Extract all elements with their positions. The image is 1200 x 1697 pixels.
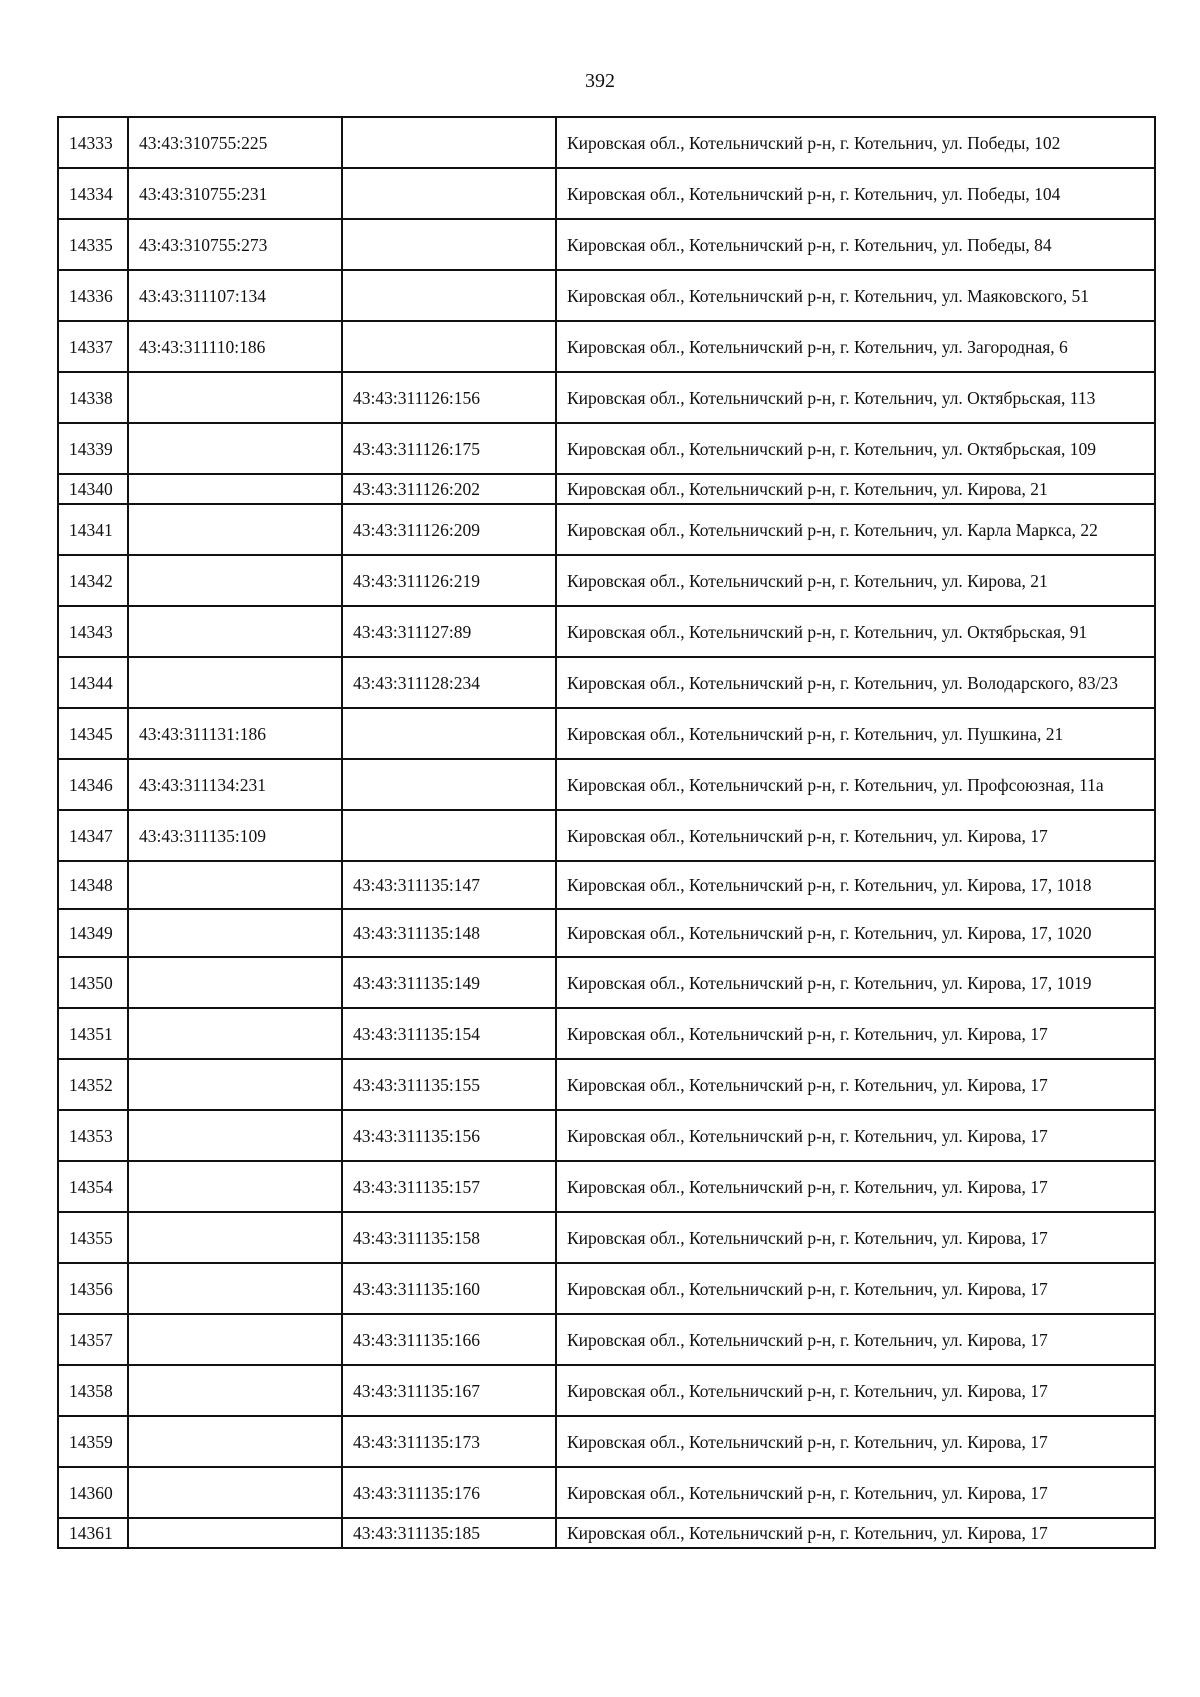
cell-cadastral-number-a	[128, 1059, 342, 1110]
cell-cadastral-number-a	[128, 423, 342, 474]
cell-cadastral-number-a	[128, 1008, 342, 1059]
cell-row-number: 14345	[58, 708, 128, 759]
table-row	[58, 504, 1155, 555]
table-row	[58, 1518, 1155, 1548]
cell-address: Кировская обл., Котельничский р-н, г. Котельнич, ул. Кирова, 17	[556, 1518, 1155, 1548]
cell-row-number: 14353	[58, 1110, 128, 1161]
cell-cadastral-number-a: 43:43:311110:186	[128, 321, 342, 372]
cell-cadastral-number-b	[342, 810, 556, 861]
cell-cadastral-number-b	[342, 321, 556, 372]
cell-address: Кировская обл., Котельничский р-н, г. Котельнич, ул. Кирова, 17	[556, 1008, 1155, 1059]
cell-row-number: 14343	[58, 606, 128, 657]
table-row	[58, 957, 1155, 1008]
cell-cadastral-number-a: 43:43:311135:109	[128, 810, 342, 861]
table-row	[58, 861, 1155, 909]
cell-row-number: 14360	[58, 1467, 128, 1518]
cell-cadastral-number-a: 43:43:310755:225	[128, 117, 342, 168]
cell-address: Кировская обл., Котельничский р-н, г. Котельнич, ул. Профсоюзная, 11а	[556, 759, 1155, 810]
table-row	[58, 270, 1155, 321]
cell-address: Кировская обл., Котельничский р-н, г. Котельнич, ул. Кирова, 17	[556, 1314, 1155, 1365]
cell-cadastral-number-a	[128, 1416, 342, 1467]
cell-cadastral-number-b: 43:43:311135:154	[342, 1008, 556, 1059]
cell-cadastral-number-a: 43:43:310755:273	[128, 219, 342, 270]
cell-row-number: 14333	[58, 117, 128, 168]
cell-address: Кировская обл., Котельничский р-н, г. Котельнич, ул. Кирова, 17, 1020	[556, 909, 1155, 957]
cell-cadastral-number-a	[128, 504, 342, 555]
registry-table	[57, 116, 1156, 1549]
cell-address: Кировская обл., Котельничский р-н, г. Котельнич, ул. Кирова, 17	[556, 1110, 1155, 1161]
cell-cadastral-number-a: 43:43:311134:231	[128, 759, 342, 810]
cell-address: Кировская обл., Котельничский р-н, г. Котельнич, ул. Кирова, 17	[556, 1161, 1155, 1212]
cell-address: Кировская обл., Котельничский р-н, г. Котельнич, ул. Кирова, 17	[556, 1059, 1155, 1110]
cell-cadastral-number-b: 43:43:311128:234	[342, 657, 556, 708]
cell-cadastral-number-b: 43:43:311135:166	[342, 1314, 556, 1365]
cell-address: Кировская обл., Котельничский р-н, г. Котельнич, ул. Октябрьская, 109	[556, 423, 1155, 474]
table-row	[58, 423, 1155, 474]
cell-cadastral-number-a	[128, 1212, 342, 1263]
cell-row-number: 14358	[58, 1365, 128, 1416]
cell-address: Кировская обл., Котельничский р-н, г. Котельнич, ул. Октябрьская, 113	[556, 372, 1155, 423]
cell-cadastral-number-b	[342, 270, 556, 321]
table-row	[58, 909, 1155, 957]
cell-address: Кировская обл., Котельничский р-н, г. Котельнич, ул. Кирова, 17	[556, 1416, 1155, 1467]
cell-address: Кировская обл., Котельничский р-н, г. Котельнич, ул. Кирова, 17	[556, 1467, 1155, 1518]
cell-cadastral-number-b: 43:43:311135:173	[342, 1416, 556, 1467]
cell-cadastral-number-b: 43:43:311135:185	[342, 1518, 556, 1548]
table-row	[58, 372, 1155, 423]
cell-cadastral-number-b	[342, 708, 556, 759]
cell-cadastral-number-a: 43:43:311107:134	[128, 270, 342, 321]
table-row	[58, 168, 1155, 219]
table-row	[58, 1365, 1155, 1416]
cell-cadastral-number-a	[128, 861, 342, 909]
table-row	[58, 810, 1155, 861]
cell-row-number: 14336	[58, 270, 128, 321]
cell-cadastral-number-b: 43:43:311135:158	[342, 1212, 556, 1263]
cell-address: Кировская обл., Котельничский р-н, г. Котельнич, ул. Кирова, 17, 1019	[556, 957, 1155, 1008]
cell-row-number: 14347	[58, 810, 128, 861]
cell-address: Кировская обл., Котельничский р-н, г. Котельнич, ул. Победы, 104	[556, 168, 1155, 219]
cell-row-number: 14356	[58, 1263, 128, 1314]
cell-cadastral-number-b	[342, 168, 556, 219]
cell-cadastral-number-b: 43:43:311127:89	[342, 606, 556, 657]
cell-address: Кировская обл., Котельничский р-н, г. Котельнич, ул. Кирова, 17	[556, 1212, 1155, 1263]
cell-cadastral-number-a	[128, 474, 342, 504]
cell-cadastral-number-b: 43:43:311135:167	[342, 1365, 556, 1416]
cell-row-number: 14344	[58, 657, 128, 708]
table-row	[58, 606, 1155, 657]
cell-cadastral-number-a: 43:43:311131:186	[128, 708, 342, 759]
table-row	[58, 1059, 1155, 1110]
cell-address: Кировская обл., Котельничский р-н, г. Котельнич, ул. Кирова, 17	[556, 1365, 1155, 1416]
cell-cadastral-number-b: 43:43:311126:202	[342, 474, 556, 504]
cell-cadastral-number-a	[128, 1518, 342, 1548]
cell-row-number: 14355	[58, 1212, 128, 1263]
cell-cadastral-number-b: 43:43:311135:176	[342, 1467, 556, 1518]
cell-row-number: 14342	[58, 555, 128, 606]
cell-cadastral-number-a	[128, 606, 342, 657]
cell-address: Кировская обл., Котельничский р-н, г. Котельнич, ул. Кирова, 21	[556, 474, 1155, 504]
cell-row-number: 14361	[58, 1518, 128, 1548]
cell-cadastral-number-b: 43:43:311135:155	[342, 1059, 556, 1110]
registry-table-body	[58, 117, 1155, 1548]
cell-cadastral-number-a	[128, 957, 342, 1008]
cell-address: Кировская обл., Котельничский р-н, г. Котельнич, ул. Кирова, 17	[556, 1263, 1155, 1314]
cell-cadastral-number-b	[342, 759, 556, 810]
cell-address: Кировская обл., Котельничский р-н, г. Котельнич, ул. Кирова, 17	[556, 810, 1155, 861]
cell-cadastral-number-a	[128, 657, 342, 708]
table-row	[58, 759, 1155, 810]
page-number: 392	[585, 70, 615, 92]
cell-cadastral-number-b	[342, 117, 556, 168]
cell-row-number: 14337	[58, 321, 128, 372]
cell-cadastral-number-a	[128, 1467, 342, 1518]
table-row	[58, 117, 1155, 168]
table-row	[58, 1263, 1155, 1314]
cell-cadastral-number-a	[128, 1161, 342, 1212]
cell-row-number: 14357	[58, 1314, 128, 1365]
table-row	[58, 219, 1155, 270]
cell-cadastral-number-a	[128, 1263, 342, 1314]
cell-row-number: 14351	[58, 1008, 128, 1059]
cell-cadastral-number-b: 43:43:311135:148	[342, 909, 556, 957]
table-row	[58, 1314, 1155, 1365]
table-row	[58, 1212, 1155, 1263]
cell-cadastral-number-b: 43:43:311135:160	[342, 1263, 556, 1314]
cell-cadastral-number-a	[128, 1314, 342, 1365]
cell-address: Кировская обл., Котельничский р-н, г. Котельнич, ул. Кирова, 17, 1018	[556, 861, 1155, 909]
table-row	[58, 657, 1155, 708]
cell-row-number: 14335	[58, 219, 128, 270]
cell-row-number: 14350	[58, 957, 128, 1008]
cell-cadastral-number-b	[342, 219, 556, 270]
cell-address: Кировская обл., Котельничский р-н, г. Котельнич, ул. Маяковского, 51	[556, 270, 1155, 321]
table-row	[58, 1161, 1155, 1212]
cell-cadastral-number-a	[128, 909, 342, 957]
table-row	[58, 708, 1155, 759]
table-row	[58, 1110, 1155, 1161]
cell-row-number: 14349	[58, 909, 128, 957]
cell-cadastral-number-a	[128, 1365, 342, 1416]
cell-row-number: 14354	[58, 1161, 128, 1212]
cell-cadastral-number-b: 43:43:311135:156	[342, 1110, 556, 1161]
cell-row-number: 14348	[58, 861, 128, 909]
cell-cadastral-number-a: 43:43:310755:231	[128, 168, 342, 219]
cell-row-number: 14341	[58, 504, 128, 555]
cell-row-number: 14340	[58, 474, 128, 504]
cell-address: Кировская обл., Котельничский р-н, г. Котельнич, ул. Загородная, 6	[556, 321, 1155, 372]
cell-row-number: 14334	[58, 168, 128, 219]
cell-address: Кировская обл., Котельничский р-н, г. Котельнич, ул. Победы, 102	[556, 117, 1155, 168]
cell-row-number: 14352	[58, 1059, 128, 1110]
cell-address: Кировская обл., Котельничский р-н, г. Котельнич, ул. Кирова, 21	[556, 555, 1155, 606]
cell-cadastral-number-b: 43:43:311126:219	[342, 555, 556, 606]
cell-row-number: 14338	[58, 372, 128, 423]
cell-cadastral-number-b: 43:43:311135:147	[342, 861, 556, 909]
cell-cadastral-number-b: 43:43:311126:175	[342, 423, 556, 474]
cell-cadastral-number-b: 43:43:311135:149	[342, 957, 556, 1008]
cell-address: Кировская обл., Котельничский р-н, г. Котельнич, ул. Победы, 84	[556, 219, 1155, 270]
cell-row-number: 14359	[58, 1416, 128, 1467]
table-row	[58, 1416, 1155, 1467]
cell-address: Кировская обл., Котельничский р-н, г. Котельнич, ул. Володарского, 83/23	[556, 657, 1155, 708]
cell-cadastral-number-a	[128, 1110, 342, 1161]
table-row	[58, 474, 1155, 504]
cell-address: Кировская обл., Котельничский р-н, г. Котельнич, ул. Октябрьская, 91	[556, 606, 1155, 657]
table-row	[58, 1008, 1155, 1059]
cell-address: Кировская обл., Котельничский р-н, г. Котельнич, ул. Карла Маркса, 22	[556, 504, 1155, 555]
cell-cadastral-number-b: 43:43:311126:209	[342, 504, 556, 555]
cell-cadastral-number-b: 43:43:311126:156	[342, 372, 556, 423]
table-row	[58, 555, 1155, 606]
cell-row-number: 14346	[58, 759, 128, 810]
table-row	[58, 1467, 1155, 1518]
table-row	[58, 321, 1155, 372]
cell-address: Кировская обл., Котельничский р-н, г. Котельнич, ул. Пушкина, 21	[556, 708, 1155, 759]
cell-cadastral-number-a	[128, 372, 342, 423]
cell-cadastral-number-a	[128, 555, 342, 606]
cell-row-number: 14339	[58, 423, 128, 474]
cell-cadastral-number-b: 43:43:311135:157	[342, 1161, 556, 1212]
